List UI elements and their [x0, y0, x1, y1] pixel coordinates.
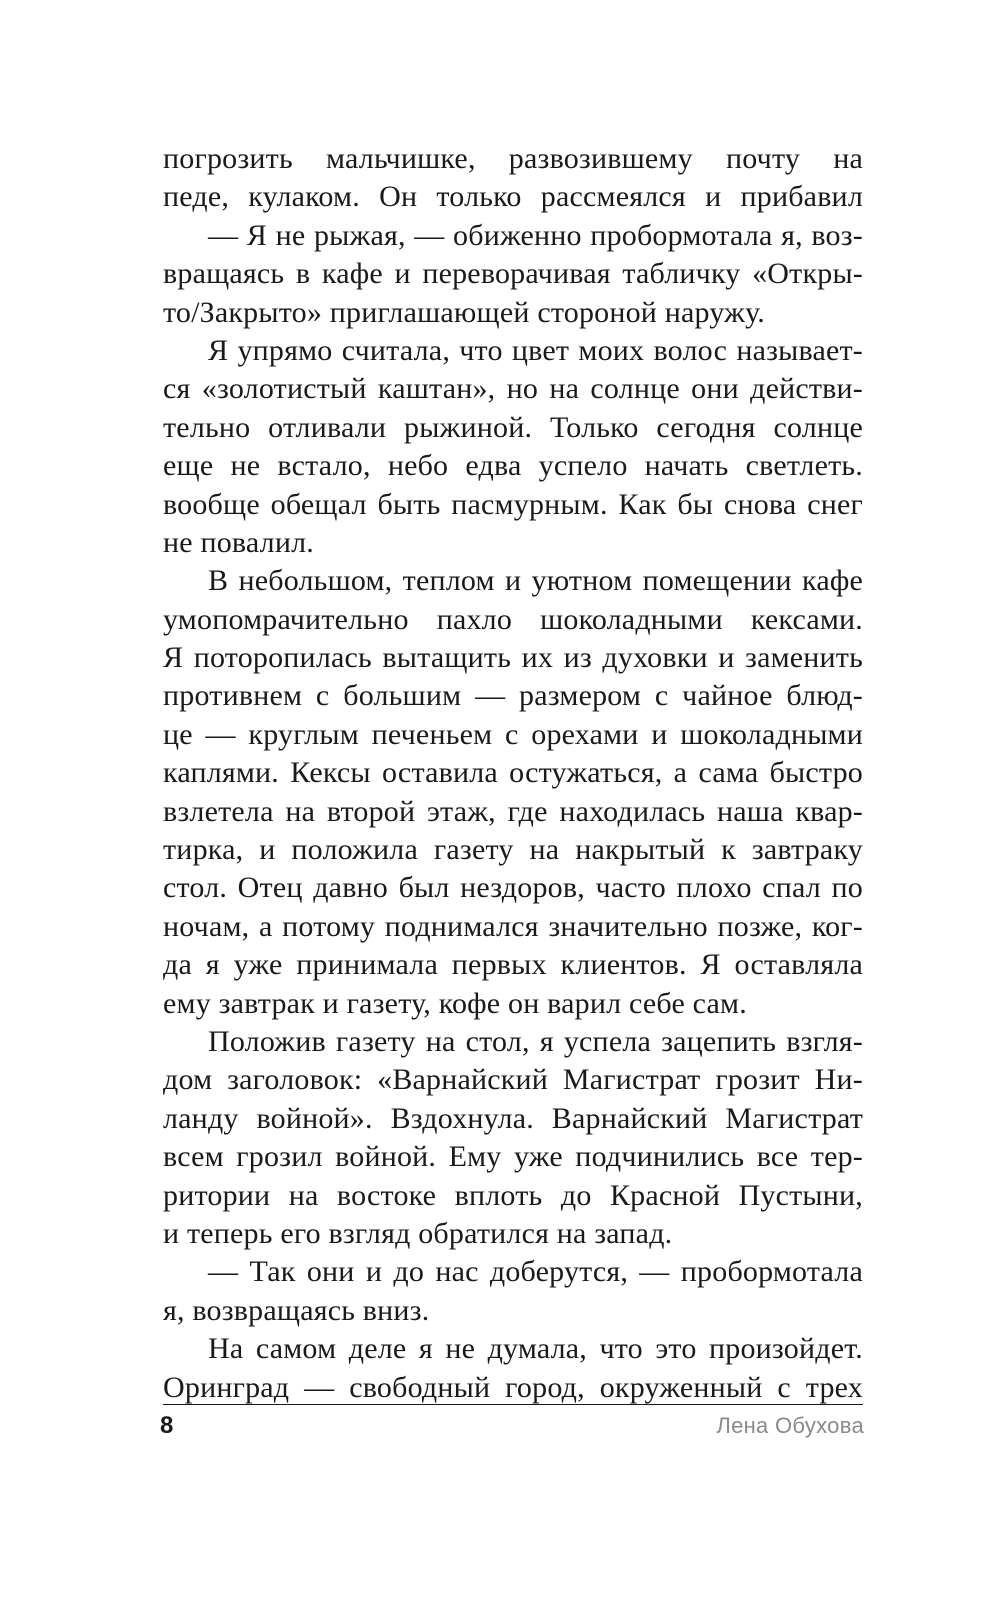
page-number: 8 [160, 1412, 174, 1439]
running-footer-author: Лена Обухова [716, 1413, 864, 1438]
text-line: — Так они и до нас доберутся, — пробормотала [208, 1255, 863, 1289]
body-text [163, 140, 863, 1407]
text-line: тельно отливали рыжиной. Только сегодня солнце [163, 410, 863, 444]
text-line: ся «золотистый каштан», но на солнце они действи- [163, 372, 863, 406]
text-line: погрозить мальчишке, развозившему почту на [163, 142, 863, 175]
text-line: Оринград — свободный город, окруженный с трех [163, 1370, 863, 1404]
text-line: На самом деле я не думала, что это произойдет. [208, 1332, 863, 1366]
text-line: вообще обещал быть пасмурным. Как бы снова снег [163, 487, 863, 521]
text-line: дом заголовок: «Варнайский Магистрат грозит Ни- [163, 1063, 863, 1097]
text-line: В небольшом, теплом и уютном помещении кафе [208, 564, 863, 598]
text-line: то/Закрыто» приглашающей стороной наружу. [163, 295, 765, 329]
text-line: Положив газету на стол, я успела зацепить взгля- [208, 1024, 863, 1058]
text-line: Я упрямо считала, что цвет моих волос называет- [208, 333, 863, 367]
text-line: ланду войной». Вздохнула. Варнайский Магистрат [163, 1101, 863, 1135]
text-line: противнем с большим — размером с чайное блюд- [163, 679, 863, 713]
text-line: педе, кулаком. Он только рассмеялся и прибавил [163, 180, 863, 214]
text-line: взлетела на второй этаж, где находилась наша квар- [163, 794, 863, 828]
text-line: ему завтрак и газету, кофе он варил себе сам. [163, 986, 747, 1020]
text-line: це — круглым печеньем с орехами и шоколадными [163, 717, 863, 751]
text-line: всем грозил войной. Ему уже подчинились все тер- [163, 1140, 863, 1174]
text-line: стол. Отец давно был нездоров, часто плохо спал по [163, 871, 863, 905]
text-line: еще не встало, небо едва успело начать светлеть. [163, 449, 863, 483]
text-line: тирка, и положила газету на накрытый к завтраку [163, 833, 863, 867]
text-line: вращаясь в кафе и переворачивая табличку «Откры- [163, 257, 863, 291]
text-line: да я уже принимала первых клиентов. Я оставляла [163, 948, 863, 982]
text-line: я, возвращаясь вниз. [163, 1293, 430, 1327]
text-line: ритории на востоке вплоть до Красной Пустыни, [163, 1178, 863, 1212]
text-line: каплями. Кексы оставила остужаться, а сама быстро [163, 756, 863, 790]
text-line: ночам, а потому поднимался значительно позже, ког- [163, 909, 863, 943]
text-line: не повалил. [163, 525, 314, 559]
text-line: Я поторопилась вытащить их из духовки и заменить [163, 641, 863, 675]
text-line: умопомрачительно пахло шоколадными кексами. [163, 602, 863, 636]
text-line: и теперь его взгляд обратился на запад. [163, 1216, 673, 1250]
text-line: — Я не рыжая, — обиженно пробормотала я, воз- [208, 218, 863, 252]
footer-divider [163, 1404, 863, 1405]
